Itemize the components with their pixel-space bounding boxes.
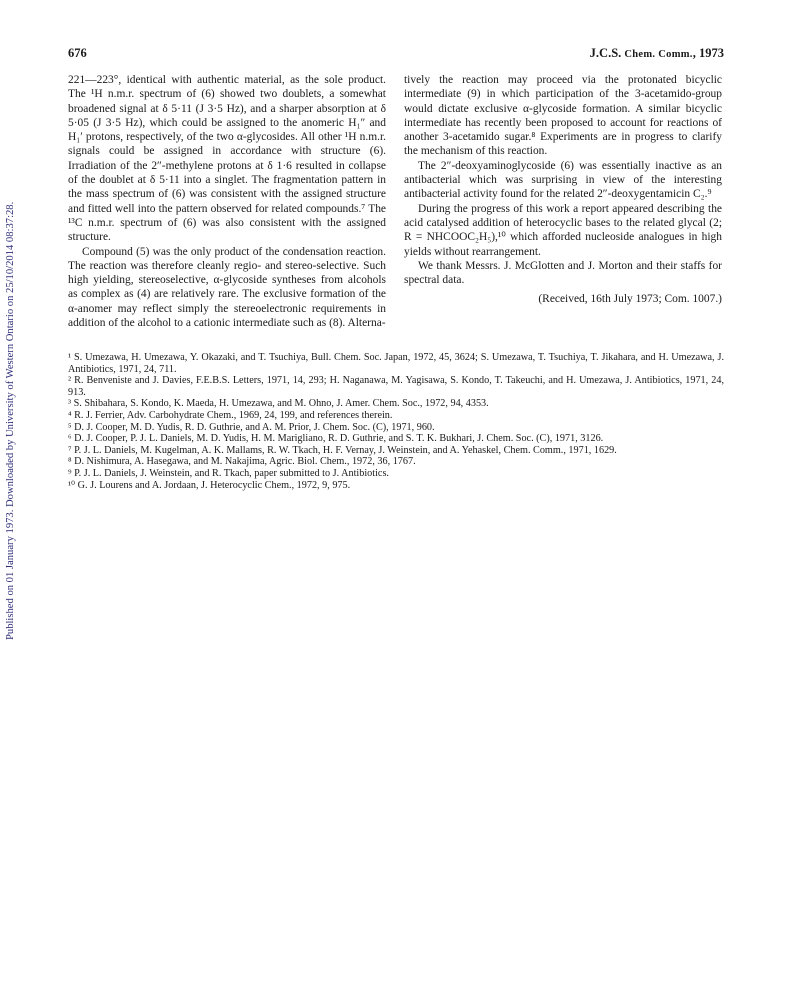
left-paragraph-2: Compound (5) was the only product of the condensation reaction. The reaction was therefore cleanly regio- and stereo-selective. Such high yielding, stereoselective, α-glycoside syntheses from alcohols as complex as (4) are relatively rare. The exclusive formation of the α-anomer may reflect simply the stereoelectronic requirements in addition of the alcohol to a cationic intermediate such as (8). Alterna- <box>68 245 386 330</box>
received-date: (Received, 16th July 1973; Com. 1007.) <box>538 293 722 306</box>
reference-10: ¹⁰ G. J. Lourens and A. Jordaan, J. Heterocyclic Chem., 1972, 9, 975. <box>68 479 351 491</box>
right-paragraph-4: We thank Messrs. J. McGlotten and J. Morton and their staffs for spectral data. <box>404 259 722 287</box>
right-column <box>404 73 722 307</box>
left-column <box>68 73 386 330</box>
reference-8: ⁸ D. Nishimura, A. Hasegawa, and M. Nakajima, Agric. Biol. Chem., 1972, 36, 1767. <box>68 456 416 468</box>
reference-7: ⁷ P. J. L. Daniels, M. Kugelman, A. K. Mallams, R. W. Tkach, H. F. Vernay, J. Weinstein, and A. Yehaskel, Chem. Comm., 1971, 1629. <box>68 444 617 456</box>
journal-year: , 1973 <box>692 46 724 60</box>
reference-9: ⁹ P. J. L. Daniels, J. Weinstein, and R. Tkach, paper submitted to J. Antibiotics. <box>68 467 389 479</box>
journal-name: Chem. Comm. <box>624 49 693 60</box>
reference-5: ⁵ D. J. Cooper, M. D. Yudis, R. D. Guthrie, and A. M. Prior, J. Chem. Soc. (C), 1971, 960. <box>68 421 435 433</box>
page-header <box>68 46 724 62</box>
reference-4: ⁴ R. J. Ferrier, Adv. Carbohydrate Chem., 1969, 24, 199, and references therein. <box>68 409 393 421</box>
right-paragraph-3: During the progress of this work a report appeared describing the acid catalysed addition of heterocyclic bases to the related glycal (2; R = NHCOOC₂H₅),¹⁰ which afforded nucleoside analogues in high yields without rearrangement. <box>404 202 722 258</box>
journal-title <box>590 46 724 61</box>
left-paragraph-1: 221—223°, identical with authentic material, as the sole product. The ¹H n.m.r. spectrum of (6) showed two doublets, a somewhat broadened signal at δ 5·11 (J 3·5 Hz), and a sharper absorption at δ 5·05 (J 3·5 Hz), which could be assigned to the anomeric H₁″ and H₁′ protons, respectively, of the two α-glycosides. All other ¹H n.m.r. signals could be assigned in accordance with structure (6). Irradiation of the 2″-methylene protons at δ 1·6 resulted in collapse of the doublet at δ 5·11 into a singlet. The fragmentation pattern in the mass spectrum of (6) was consistent with the assigned structure and fitted well into the pattern observed for related compounds.⁷ The ¹³C n.m.r. spectrum of (6) was also consistent with the assigned structure. <box>68 74 386 244</box>
reference-2: ² R. Benveniste and J. Davies, F.E.B.S. Letters, 1971, 14, 293; H. Naganawa, M. Yagisawa, S. Kondo, T. Takeuchi, and H. Umezawa, J. Antibiotics, 1971, 24, 913. <box>68 375 724 398</box>
page-number: 676 <box>68 46 87 60</box>
reference-6: ⁶ D. J. Cooper, P. J. L. Daniels, M. D. Yudis, H. M. Marigliano, R. D. Guthrie, and S. T. K. Bukhari, J. Chem. Soc. (C), 1971, 3126. <box>68 433 604 445</box>
journal-prefix: J.C.S. <box>589 46 625 60</box>
reference-1: ¹ S. Umezawa, H. Umezawa, Y. Okazaki, and T. Tsuchiya, Bull. Chem. Soc. Japan, 1972, 45, 3624; S. Umezawa, T. Tsuchiya, T. Jikahara, and H. Umezawa, J. Antibiotics, 1971, 24, 711. <box>68 352 724 375</box>
right-paragraph-2: The 2″-deoxyaminoglycoside (6) was essentially inactive as an antibacterial which was surprising in view of the interesting antibacterial activity found for the related 2″-deoxygentamicin C₂.⁹ <box>404 159 722 201</box>
right-paragraph-1: tively the reaction may proceed via the protonated bicyclic intermediate (9) in which participation of the 3-acetamido-group would dictate exclusive α-glycoside formation. A similar bicyclic intermediate has recently been proposed to account for reactions of another 3-acetamido sugar.⁸ Experiments are in progress to clarify the mechanism of this reaction. <box>404 74 722 158</box>
reference-3: ³ S. Shibahara, S. Kondo, K. Maeda, H. Umezawa, and M. Ohno, J. Amer. Chem. Soc., 1972, 94, 4353. <box>68 398 489 410</box>
download-watermark <box>0 150 22 650</box>
download-watermark-text: Published on 01 January 1973. Downloaded by University of Western Ontario on 25/10/2014 08:37:28. <box>5 201 16 640</box>
references-list <box>68 352 724 491</box>
